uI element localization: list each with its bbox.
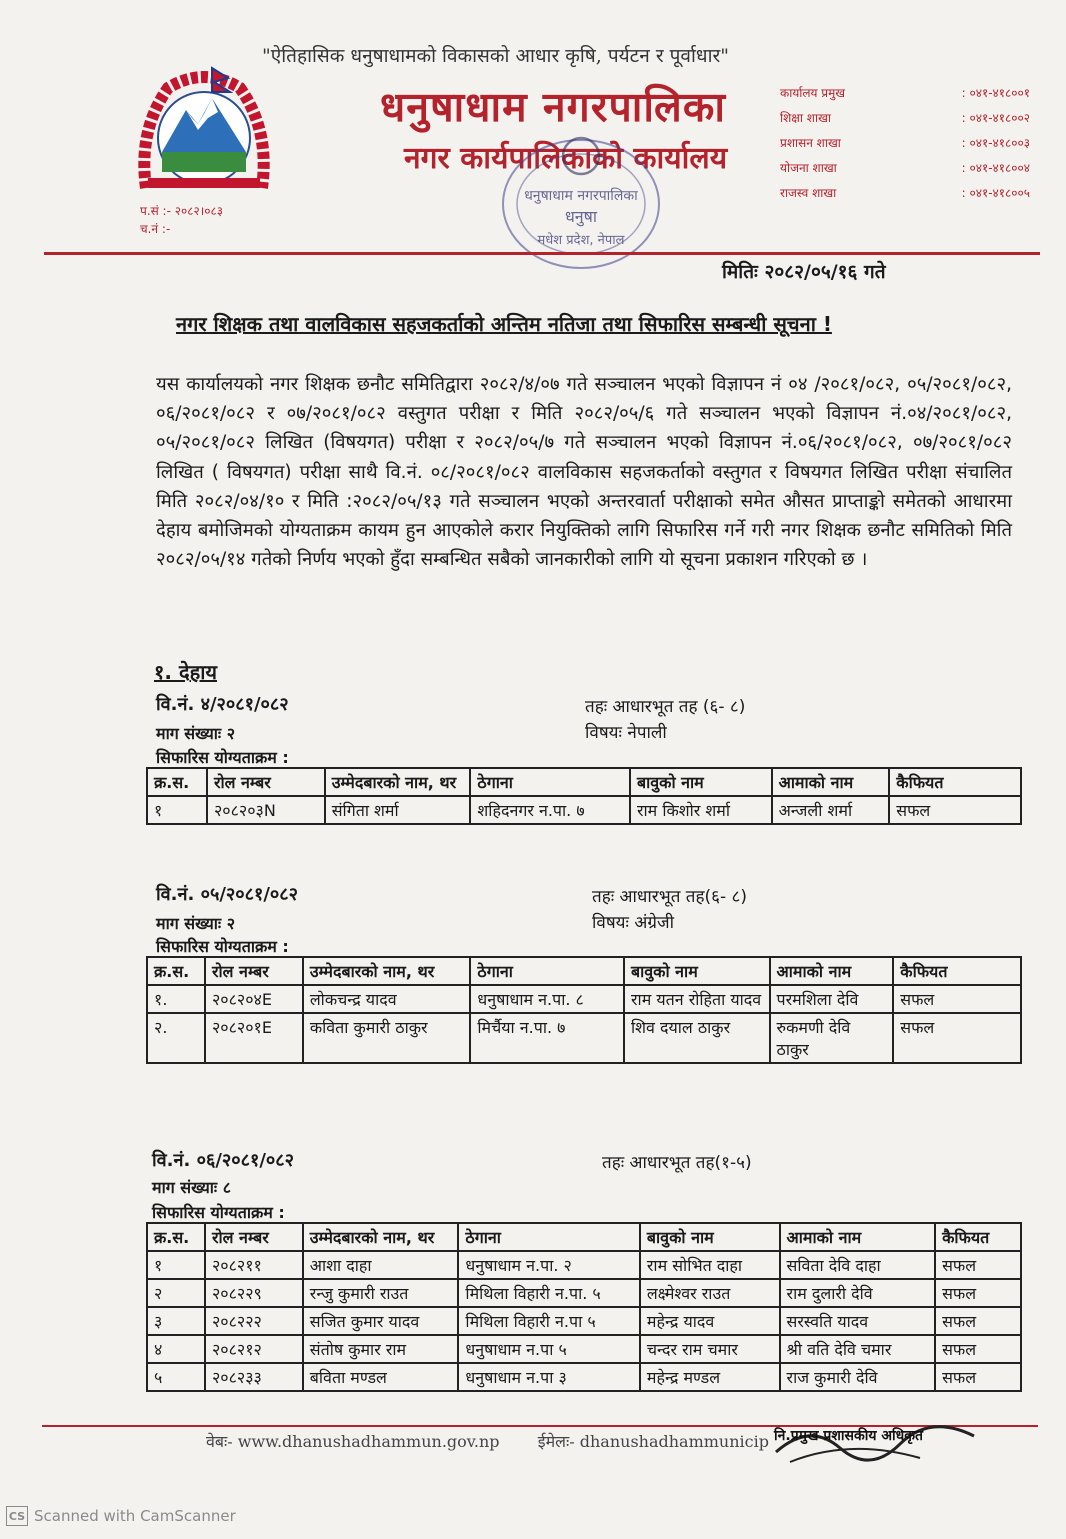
table-cell: ३: [147, 1307, 205, 1335]
column-header: बावुको नाम: [630, 768, 772, 796]
table-cell: सफल: [935, 1279, 1021, 1307]
table-cell: सफल: [889, 796, 1021, 824]
table-cell: परमशिला देवि: [770, 985, 894, 1013]
table-header-row: [147, 957, 1021, 985]
footer-contact: [206, 1430, 769, 1452]
table-row: [147, 1279, 1021, 1307]
recommend-label: सिफारिस योग्यताक्रम :: [156, 748, 289, 767]
table-cell: १: [147, 1251, 205, 1279]
footer-email: ईमेलः- dhanushadhammunicip: [537, 1432, 769, 1451]
table-header-row: [147, 1223, 1021, 1251]
level-label: तहः आधारभूत तह(६- ८): [592, 887, 747, 907]
reference-numbers: [140, 202, 223, 238]
scanner-text: Scanned with CamScanner: [34, 1507, 236, 1525]
column-header: आमाको नाम: [780, 1223, 936, 1251]
table-cell: २०८२२९: [205, 1279, 303, 1307]
table-row: [147, 1307, 1021, 1335]
table-cell: २०८२२२: [205, 1307, 303, 1335]
section-heading: १. देहाय: [154, 660, 217, 684]
table-cell: सविता देवि दाहा: [780, 1251, 936, 1279]
table-cell: सफल: [893, 985, 1021, 1013]
table-cell: राम दुलारी देवि: [780, 1279, 936, 1307]
table-cell: २०८२०३N: [207, 796, 325, 824]
camscanner-icon: CS: [6, 1506, 28, 1526]
column-header: बावुको नाम: [640, 1223, 780, 1251]
results-table: [146, 1222, 1022, 1392]
contact-row: [780, 159, 1030, 184]
table-row: [147, 796, 1021, 824]
table-cell: धनुषाधाम न.पा ३: [458, 1363, 639, 1391]
adv-number: वि.नं. ४/२०८१/०८२: [156, 694, 289, 715]
header-divider: [44, 252, 1040, 255]
scanner-watermark: [6, 1506, 236, 1526]
column-header: क्र.स.: [147, 768, 207, 796]
table-header-row: [147, 768, 1021, 796]
signature-stamp-icon: [770, 1418, 980, 1468]
table-cell: कविता कुमारी ठाकुर: [303, 1013, 471, 1063]
demand-count: माग संख्याः २: [156, 914, 236, 933]
table-cell: १: [147, 796, 207, 824]
table-cell: श्री वति देवि चमार: [780, 1335, 936, 1363]
contact-row: [780, 184, 1030, 209]
table-cell: चन्दर राम चमार: [640, 1335, 780, 1363]
contact-label: प्रशासन शाखा: [780, 136, 841, 150]
table-cell: धनुषाधाम न.पा. २: [458, 1251, 639, 1279]
table-row: [147, 1013, 1021, 1063]
results-table: [146, 956, 1022, 1064]
table-cell: राम यतन रोहिता यादव: [624, 985, 770, 1013]
seal-line: मधेश प्रदेश, नेपाल: [537, 233, 625, 248]
signature-stamp-text: नि.प्रमुख प्रशासकीय अधिकृत: [774, 1428, 923, 1444]
contact-label: कार्यालय प्रमुख: [780, 86, 846, 100]
results-table: [146, 767, 1022, 825]
notice-date: मितिः २०८२/०५/१६ गते: [722, 261, 886, 283]
table-cell: सफल: [935, 1363, 1021, 1391]
level-label: तहः आधारभूत तह (६- ८): [585, 697, 746, 717]
table-cell: आशा दाहा: [303, 1251, 459, 1279]
column-header: बावुको नाम: [624, 957, 770, 985]
contact-phone: : ०४१-४१८००५: [961, 186, 1030, 200]
table-cell: संतोष कुमार राम: [303, 1335, 459, 1363]
table-cell: शहिदनगर न.पा. ७: [470, 796, 630, 824]
column-header: क्र.स.: [147, 957, 205, 985]
column-header: क्र.स.: [147, 1223, 205, 1251]
table-row: [147, 1335, 1021, 1363]
notice-body: यस कार्यालयको नगर शिक्षक छनौट समितिद्वारा २०८२/४/०७ गते सञ्चालन भएको विज्ञापन नं ०४ /२०८१/०८२, ०५/२०८१/०८२, ०६/२०८१/०८२ र ०७/२०८१/०८२ वस्तुगत परीक्षा र मिति २०८२/०५/६ गते सञ्चालन भएको विज्ञापन नं.०४/२०८१/०८२, ०५/२०८१/०८२ लिखित (विषयगत) परीक्षा र २०८२/०५/७ गते सञ्चालन भएको विज्ञापन नं.०६/२०८१/०८२, ०७/२०८१/०८२ लिखित ( विषयगत) परीक्षा साथै वि.नं. ०८/२०८१/०८२ वालविकास सहजकर्ताको वस्तुगत र विषयगत लिखित परीक्षा संचालित मिति २०८२/०४/१० र मिति :२०८२/०५/१३ गते सञ्चालन भएको अन्तरवार्ता परीक्षाको समेत औसत प्राप्ताङ्को समेतको आधारमा देहाय बमोजिमको योग्यताक्रम कायम हुन आएकोले करार नियुक्तिको लागि सिफारिस गर्ने गरी नगर शिक्षक छनौट समितिको मिति २०८२/०५/१४ गतेको निर्णय भएको हुँदा सम्बन्धित सबैको जानकारीको लागि यो सूचना प्रकाशन गरिएको छ ।: [156, 374, 1012, 571]
table-cell: २०८२१२: [205, 1335, 303, 1363]
column-header: ठेगाना: [458, 1223, 639, 1251]
table-cell: राम सोभित दाहा: [640, 1251, 780, 1279]
contact-label: राजस्व शाखा: [780, 186, 837, 200]
table-cell: राम किशोर शर्मा: [630, 796, 772, 824]
contact-row: [780, 84, 1030, 109]
column-header: कैफियत: [893, 957, 1021, 985]
notice-subject: नगर शिक्षक तथा वालविकास सहजकर्ताको अन्तिम नतिजा तथा सिफारिस सम्बन्धी सूचना !: [176, 312, 832, 336]
table-row: [147, 1251, 1021, 1279]
recommend-label: सिफारिस योग्यताक्रम :: [156, 937, 289, 956]
table-cell: २: [147, 1279, 205, 1307]
table-cell: २०८२०१E: [205, 1013, 303, 1063]
table-cell: १.: [147, 985, 205, 1013]
table-cell: २.: [147, 1013, 205, 1063]
slogan: "ऐतिहासिक धनुषाधामको विकासको आधार कृषि, पर्यटन र पूर्वाधार": [262, 45, 730, 67]
column-header: उम्मेदबारको नाम, थर: [325, 768, 471, 796]
office-name: नगर कार्यपालिकाको कार्यालय: [404, 141, 728, 176]
table-cell: सफल: [893, 1013, 1021, 1063]
column-header: आमाको नाम: [772, 768, 890, 796]
column-header: रोल नम्बर: [205, 1223, 303, 1251]
column-header: ठेगाना: [470, 768, 630, 796]
column-header: ठेगाना: [470, 957, 624, 985]
adv-number: वि.नं. ०५/२०८१/०८२: [156, 884, 298, 905]
contact-phone: : ०४१-४१८००२: [961, 111, 1030, 125]
table-cell: मिथिला विहारी न.पा. ५: [458, 1279, 639, 1307]
table-cell: मिर्चैया न.पा. ७: [470, 1013, 624, 1063]
demand-count: माग संख्याः ८: [152, 1178, 232, 1197]
column-header: उम्मेदबारको नाम, थर: [303, 957, 471, 985]
table-cell: शिव दयाल ठाकुर: [624, 1013, 770, 1063]
seal-line: धनुषा: [564, 207, 598, 226]
table-cell: २०८२०४E: [205, 985, 303, 1013]
table-row: [147, 985, 1021, 1013]
table-cell: रुकमणी देवि ठाकुर: [770, 1013, 894, 1063]
table-cell: महेन्द्र मण्डल: [640, 1363, 780, 1391]
table-cell: महेन्द्र यादव: [640, 1307, 780, 1335]
footer-web: वेबः- www.dhanushadhammun.gov.np: [206, 1432, 500, 1451]
table-cell: सफल: [935, 1335, 1021, 1363]
recommend-label: सिफारिस योग्यताक्रम :: [152, 1203, 285, 1222]
table-cell: रन्जु कुमारी राउत: [303, 1279, 459, 1307]
table-row: [147, 1363, 1021, 1391]
subject-label: विषयः नेपाली: [585, 723, 667, 743]
column-header: रोल नम्बर: [207, 768, 325, 796]
seal-line: धनुषाधाम नगरपालिका: [524, 188, 638, 204]
table-cell: सजित कुमार यादव: [303, 1307, 459, 1335]
level-label: तहः आधारभूत तह(१-५): [602, 1153, 752, 1173]
table-cell: बविता मण्डल: [303, 1363, 459, 1391]
contact-label: योजना शाखा: [780, 161, 837, 175]
table-cell: सफल: [935, 1251, 1021, 1279]
contact-phone: : ०४१-४१८००४: [961, 161, 1030, 175]
ref-no: प.सं :- २०८२।०८३: [140, 204, 223, 218]
demand-count: माग संख्याः २: [156, 724, 236, 743]
table-cell: २०८२११: [205, 1251, 303, 1279]
table-cell: लक्ष्मेश्वर राउत: [640, 1279, 780, 1307]
table-cell: ५: [147, 1363, 205, 1391]
contact-phone: : ०४१-४१८००३: [961, 136, 1030, 150]
table-cell: संगिता शर्मा: [325, 796, 471, 824]
contact-label: शिक्षा शाखा: [780, 111, 831, 125]
adv-number: वि.नं. ०६/२०८१/०८२: [152, 1150, 294, 1171]
dispatch-no: च.नं :-: [140, 222, 171, 236]
subject-label: विषयः अंग्रेजी: [592, 913, 674, 933]
contact-row: [780, 134, 1030, 159]
column-header: रोल नम्बर: [205, 957, 303, 985]
contact-list: [780, 84, 1030, 209]
column-header: कैफियत: [889, 768, 1021, 796]
column-header: आमाको नाम: [770, 957, 894, 985]
contact-row: [780, 109, 1030, 134]
table-cell: मिथिला विहारी न.पा ५: [458, 1307, 639, 1335]
table-cell: धनुषाधाम न.पा ५: [458, 1335, 639, 1363]
table-cell: सरस्वति यादव: [780, 1307, 936, 1335]
municipality-emblem-icon: [128, 60, 280, 194]
column-header: उम्मेदबारको नाम, थर: [303, 1223, 459, 1251]
table-cell: राज कुमारी देवि: [780, 1363, 936, 1391]
table-cell: धनुषाधाम न.पा. ८: [470, 985, 624, 1013]
column-header: कैफियत: [935, 1223, 1021, 1251]
table-cell: २०८२३३: [205, 1363, 303, 1391]
org-name: धनुषाधाम नगरपालिका: [380, 83, 726, 131]
table-cell: लोकचन्द्र यादव: [303, 985, 471, 1013]
table-cell: अन्जली शर्मा: [772, 796, 890, 824]
table-cell: सफल: [935, 1307, 1021, 1335]
contact-phone: : ०४१-४१८००१: [961, 86, 1030, 100]
table-cell: ४: [147, 1335, 205, 1363]
